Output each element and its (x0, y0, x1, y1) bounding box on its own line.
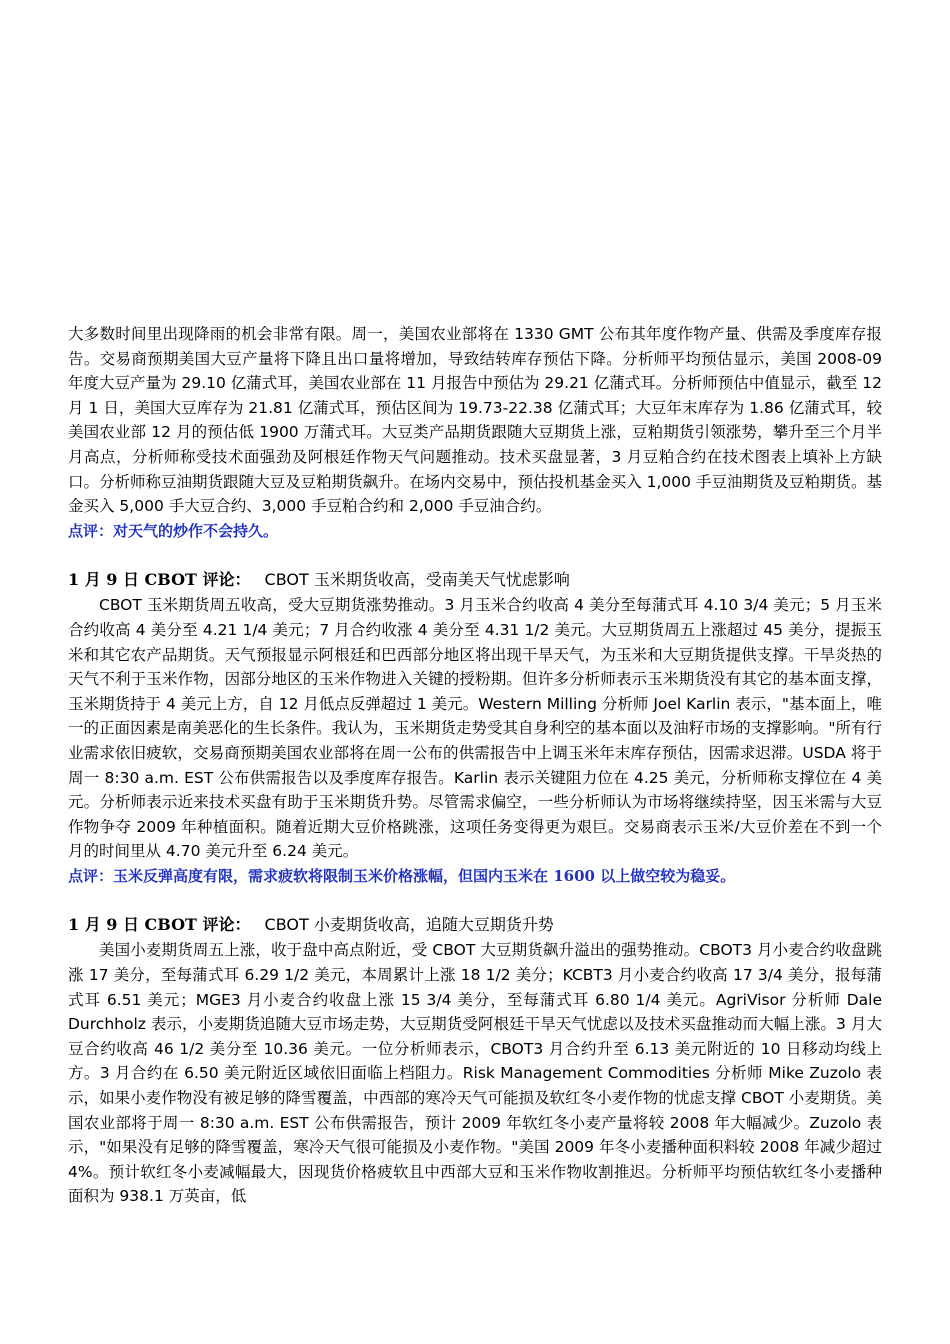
comment-soybean: 点评：对天气的炒作不会持久。 (68, 521, 279, 540)
paragraph-wheat: 美国小麦期货周五上涨，收于盘中高点附近，受 CBOT 大豆期货飙升溢出的强势推动。CBOT3 月小麦合约收盘跳涨 17 美分，至每蒲式耳 6.29 1/2 美元，本周累计上涨 18 1/2 美分；KCBT3 月小麦合约收高 17 3/4 美分，报每蒲式耳 6.51 美元；MGE3 月小麦合约收盘上涨 15 3/4 美分，至每蒲式耳 6.80 1/4 美元。AgriVisor 分析师 Dale Durchholz 表示，小麦期货追随大豆市场走势，大豆期货受阿根廷干旱天气忧虑以及技术买盘推动而大幅上涨。3 月大豆合约收高 46 1/2 美分至 10.36 美元。一位分析师表示，CBOT3 月合约升至 6.13 美元附近的 10 日移动均线上方。3 月合约在 6.50 美元附近区域依旧面临上档阻力。Risk Management Commodities 分析师 Mike Zuzolo 表示，如果小麦作物没有被足够的降雪覆盖，中西部的寒冷天气可能损及软红冬小麦作物的忧虑支撑 CBOT 小麦期货。美国农业部将于周一 8:30 a.m. EST 公布供需报告，预计 2009 年软红冬小麦产量将较 2008 年大幅减少。Zuzolo 表示，"如果没有足够的降雪覆盖，寒冷天气很可能损及小麦作物。"美国 2009 年冬小麦播种面积料较 2008 年减少超过 4%。预计软红冬小麦减幅最大，因现货价格疲软且中西部大豆和玉米作物收割推迟。分析师平均预估软红冬小麦播种面积为 938.1 万英亩，低 (68, 941, 882, 1206)
paragraph-soybean: 大多数时间里出现降雨的机会非常有限。周一，美国农业部将在 1330 GMT 公布其年度作物产量、供需及季度库存报告。交易商预期美国大豆产量将下降且出口量将增加，导致结转库存预估下降。分析师平均预估显示，美国 2008-09 年度大豆产量为 29.10 亿蒲式耳，美国农业部在 11 月报告中预估为 29.21 亿蒲式耳。分析师预估中值显示，截至 12 月 1 日，美国大豆库存为 21.81 亿蒲式耳，预估区间为 19.73-22.38 亿蒲式耳；大豆年末库存为 1.86 亿蒲式耳，较美国农业部 12 月的预估低 1900 万蒲式耳。大豆类产品期货跟随大豆期货上涨，豆粕期货引领涨势，攀升至三个月半月高点，分析师称受技术面强劲及阿根廷作物天气问题推动。技术买盘显著，3 月豆粕合约在技术图表上填补上方缺口。分析师称豆油期货跟随大豆及豆粕期货飙升。在场内交易中，预估投机基金买入 1,000 手豆油期货及豆粕期货。基金买入 5,000 手大豆合约、3,000 手豆粕合约和 2,000 手豆油合约。 (68, 325, 882, 516)
comment-corn: 点评：玉米反弹高度有限，需求疲软将限制玉米价格涨幅，但国内玉米在 1600 以上做空较为稳妥。 (68, 866, 736, 885)
section-date: 1 月 9 日 CBOT 评论： (68, 570, 251, 590)
spacer (68, 888, 882, 912)
spacer (68, 543, 882, 567)
section-heading-wheat (68, 912, 882, 938)
paragraph-corn: CBOT 玉米期货周五收高，受大豆期货涨势推动。3 月玉米合约收高 4 美分至每蒲式耳 4.10 3/4 美元；5 月玉米合约收高 4 美分至 4.21 1/4 美元；7 月合约收涨 4 美分至 4.31 1/2 美元。大豆期货周五上涨超过 45 美分，提振玉米和其它农产品期货。天气预报显示阿根廷和巴西部分地区将出现干旱天气，为玉米和大豆期货提供支撑。干旱炎热的天气不利于玉米作物，因部分地区的玉米作物进入关键的授粉期。但许多分析师表示玉米期货没有其它的基本面支撑，玉米期货持于 4 美元上方，自 12 月低点反弹超过 1 美元。Western Milling 分析师 Joel Karlin 表示，"基本面上，唯一的正面因素是南美恶化的生长条件。我认为，玉米期货走势受其自身利空的基本面以及油籽市场的支撑影响。"所有行业需求依旧疲软，交易商预期美国农业部将在周一公布的供需报告中上调玉米年末库存预估，因需求迟滞。USDA 将于周一 8:30 a.m. EST 公布供需报告以及季度库存报告。Karlin 表示关键阻力位在 4.25 美元，分析师称支撑位在 4 美元。分析师表示近来技术买盘有助于玉米期货升势。尽管需求偏空，一些分析师认为市场将继续持坚，因玉米需与大豆作物争夺 2009 年种植面积。随着近期大豆价格跳涨，这项任务变得更为艰巨。交易商表示玉米/大豆价差在不到一个月的时间里从 4.70 美元升至 6.24 美元。 (68, 596, 882, 861)
section-date: 1 月 9 日 CBOT 评论： (68, 915, 251, 935)
section-title: CBOT 玉米期货收高，受南美天气忧虑影响 (264, 570, 570, 590)
section-title: CBOT 小麦期货收高，追随大豆期货升势 (264, 915, 554, 935)
section-heading-corn (68, 567, 882, 593)
document-body (68, 322, 882, 1209)
